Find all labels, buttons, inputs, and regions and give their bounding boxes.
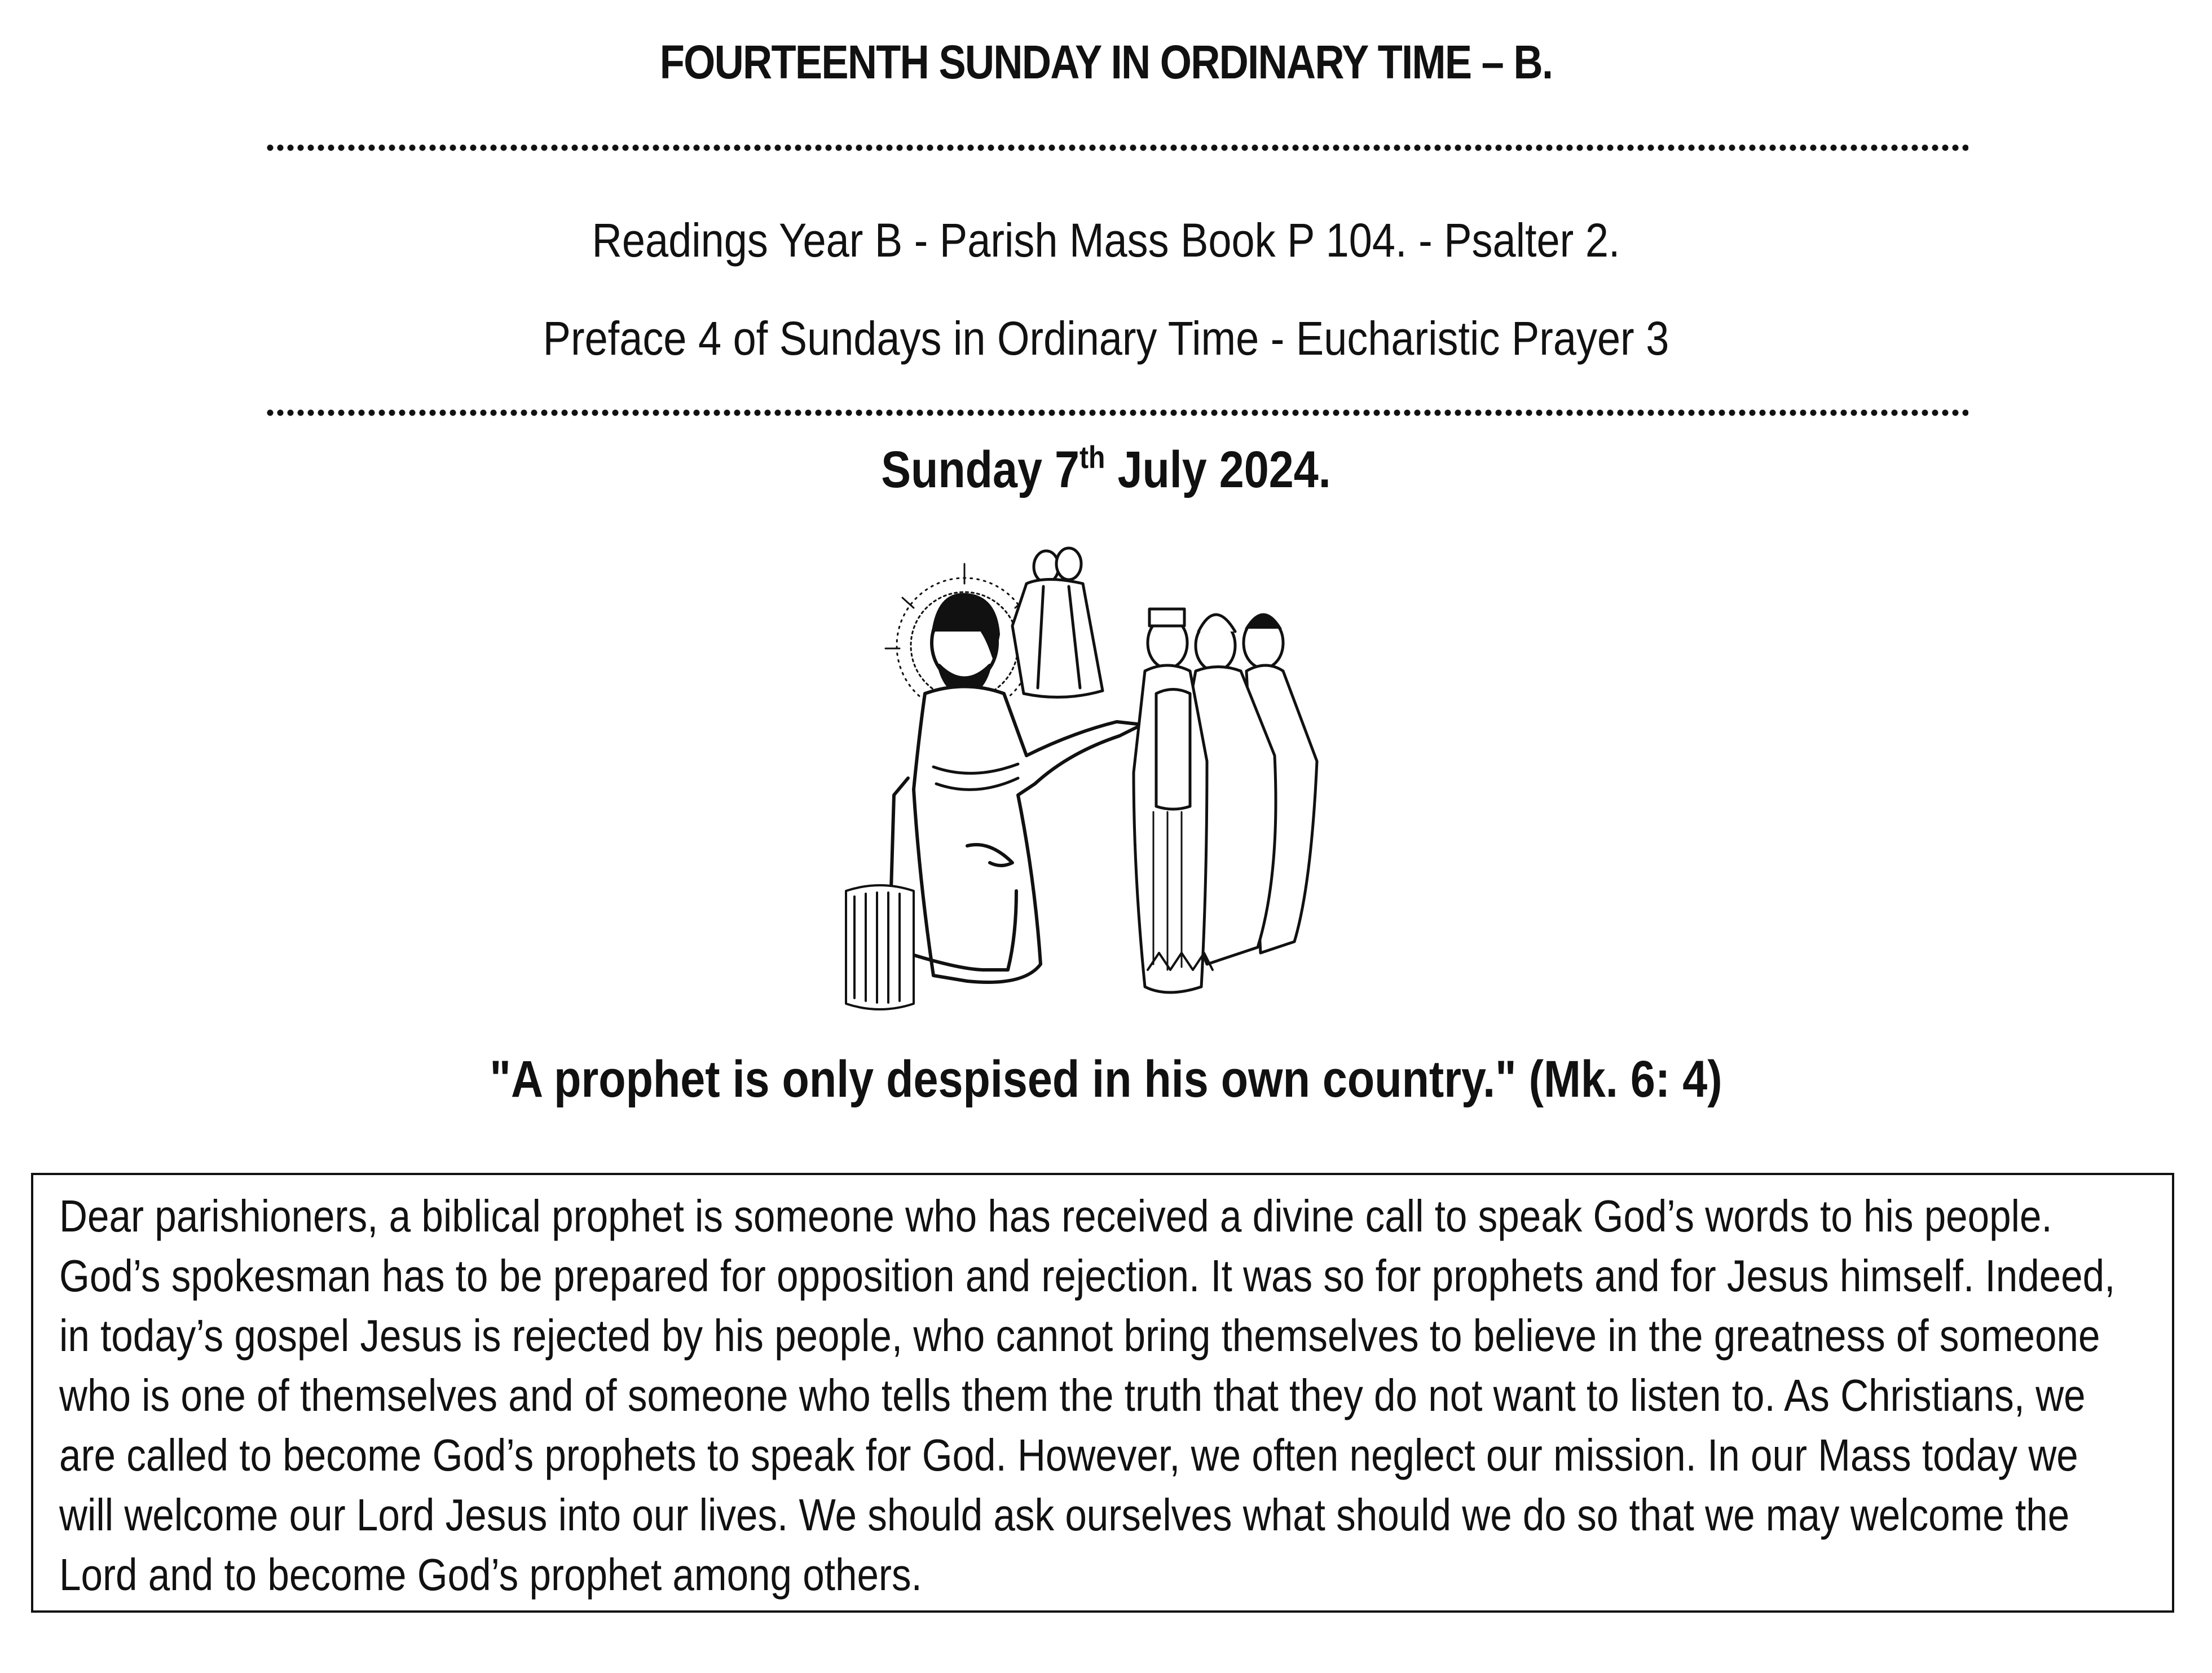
dotted-divider-bottom <box>265 409 1968 417</box>
stool-icon <box>846 885 914 1009</box>
gospel-quote: "A prophet is only despised in his own country." (Mk. 6: 4) <box>490 1050 1722 1108</box>
message-text: Dear parishioners, a biblical prophet is someone who has received a divine call to speak God’s words to his people. God’s spokesman has to be prepared for opposition and rejection. It was so for prophets and for Jesus himself. Indeed, in today’s gospel Jesus is rejected by his people, who cannot bring themselves to believe in the greatness of someone who is one of themselves and of someone who tells them the truth that they do not want to listen to. As Christians, we are called to become God’s prophets to speak for God. However, we often neglect our mission. In our Mass today we will welcome our Lord Jesus into our lives. We should ask ourselves what should we do so that we may welcome the Lord and to become God’s prophet among others. <box>59 1191 2116 1600</box>
message-box <box>31 1173 2174 1613</box>
date-heading <box>155 439 2057 500</box>
dotted-divider-top <box>265 144 1968 152</box>
pharisees-group <box>1134 609 1317 992</box>
jesus-teaching-illustration <box>840 530 1404 1043</box>
date-prefix: Sunday 7 <box>881 441 1080 498</box>
readings-line: Readings Year B - Parish Mass Book P 104. - Psalter 2. <box>592 214 1620 267</box>
onlookers-top <box>1012 548 1103 697</box>
page-title: FOURTEENTH SUNDAY IN ORDINARY TIME – B. <box>659 36 1553 89</box>
date-ordinal: th <box>1079 439 1105 475</box>
date-suffix: July 2024. <box>1105 441 1331 498</box>
preface-line: Preface 4 of Sundays in Ordinary Time - Eucharistic Prayer 3 <box>543 312 1669 365</box>
